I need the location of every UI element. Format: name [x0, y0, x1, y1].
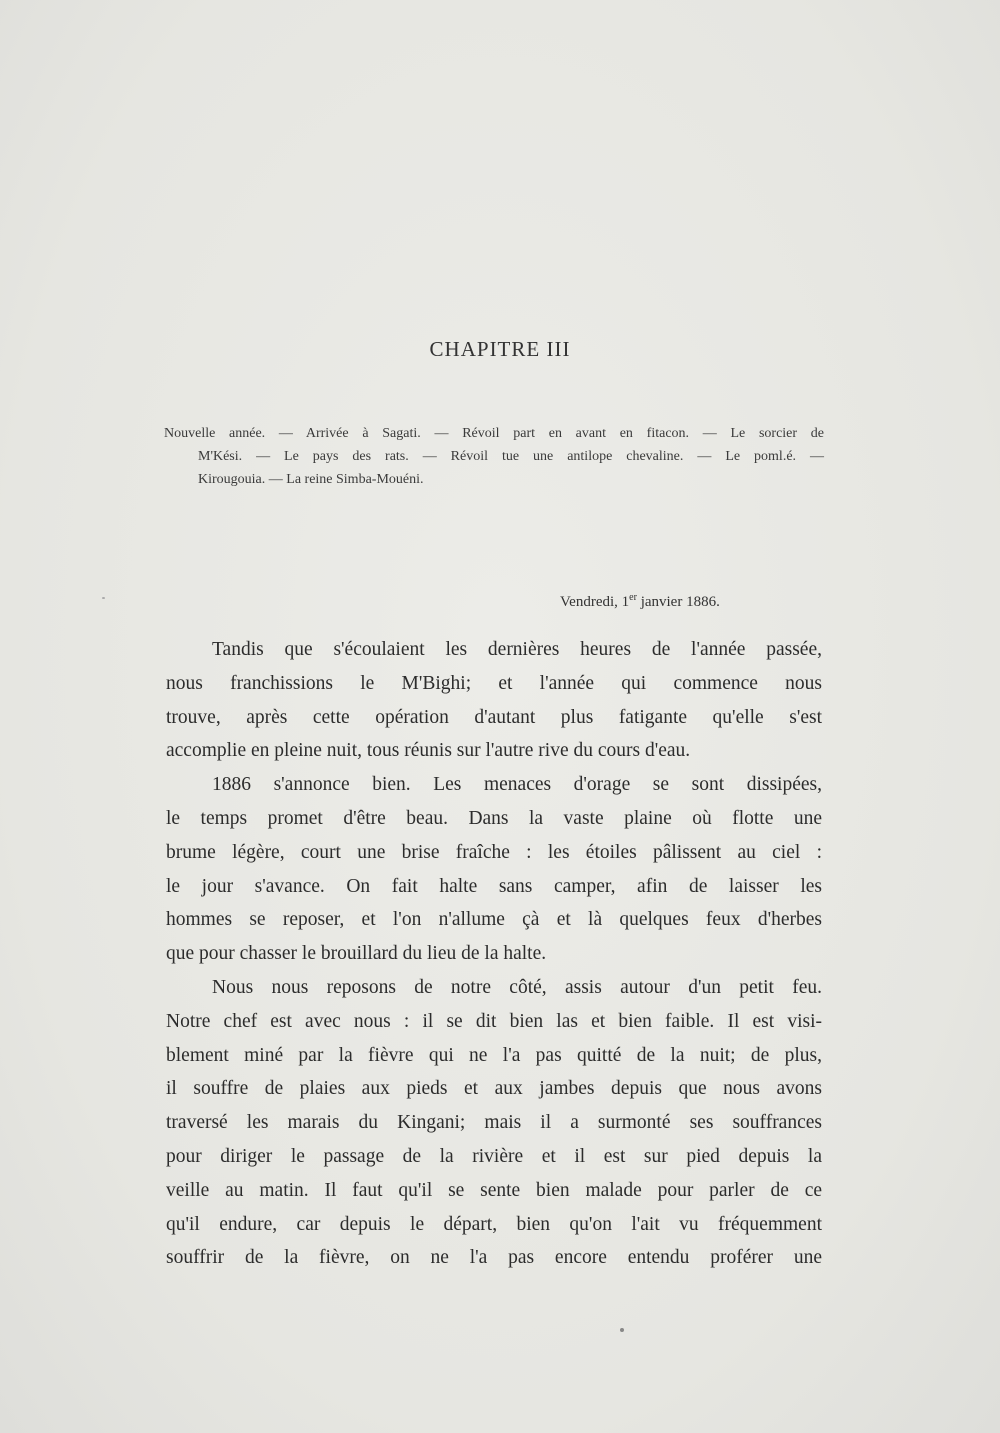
dateline: [560, 592, 720, 611]
body-line: pour diriger le passage de la rivière et il est sur pied depuis la: [166, 1145, 822, 1167]
body-line: brume légère, court une brise fraîche : les étoiles pâlissent au ciel :: [166, 841, 822, 863]
paper-speck: [102, 597, 105, 599]
paper-speck: [620, 1328, 624, 1332]
body-line: le jour s'avance. On fait halte sans camper, afin de laisser les: [166, 875, 822, 897]
dateline-superscript: er: [629, 592, 637, 603]
summary-line: Kirougouia. — La reine Simba-Mouéni.: [198, 472, 424, 487]
body-line: traversé les marais du Kingani; mais il a surmonté ses souffrances: [166, 1112, 822, 1134]
body-line: que pour chasser le brouillard du lieu de la halte.: [166, 943, 547, 965]
summary-line: M'Kési. — Le pays des rats. — Révoil tue une antilope chevaline. — Le poml.é. —: [198, 449, 824, 464]
dateline-text: Vendredi, 1: [560, 594, 630, 610]
summary-line: Nouvelle année. — Arrivée à Sagati. — Révoil part en avant en fitacon. — Le sorcier de: [164, 426, 824, 441]
body-line: blement miné par la fièvre qui ne l'a pas quitté de la nuit; de plus,: [166, 1044, 822, 1066]
body-line: Notre chef est avec nous : il se dit bien las et bien faible. Il est visi-: [166, 1010, 822, 1032]
chapter-summary: [164, 422, 824, 491]
body-text: [166, 633, 822, 1275]
body-line: nous franchissions le M'Bighi; et l'année qui commence nous: [166, 672, 822, 694]
body-line: qu'il endure, car depuis le départ, bien qu'on l'ait vu fréquemment: [166, 1213, 822, 1235]
chapter-title: CHAPITRE III: [429, 337, 571, 361]
body-line: veille au matin. Il faut qu'il se sente bien malade pour parler de ce: [166, 1179, 822, 1201]
body-line: 1886 s'annonce bien. Les menaces d'orage se sont dissipées,: [212, 774, 822, 796]
dateline-text-end: janvier 1886.: [636, 594, 720, 610]
body-line: souffrir de la fièvre, on ne l'a pas encore entendu proférer une: [166, 1247, 822, 1269]
body-line: le temps promet d'être beau. Dans la vaste plaine où flotte une: [166, 807, 822, 829]
body-line: il souffre de plaies aux pieds et aux jambes depuis que nous avons: [166, 1078, 822, 1100]
body-line: hommes se reposer, et l'on n'allume çà et là quelques feux d'herbes: [166, 909, 822, 931]
body-line: Nous nous reposons de notre côté, assis autour d'un petit feu.: [212, 976, 822, 998]
body-line: accomplie en pleine nuit, tous réunis sur l'autre rive du cours d'eau.: [166, 740, 691, 762]
body-line: Tandis que s'écoulaient les dernières heures de l'année passée,: [212, 639, 822, 660]
body-line: trouve, après cette opération d'autant plus fatigante qu'elle s'est: [166, 706, 822, 728]
